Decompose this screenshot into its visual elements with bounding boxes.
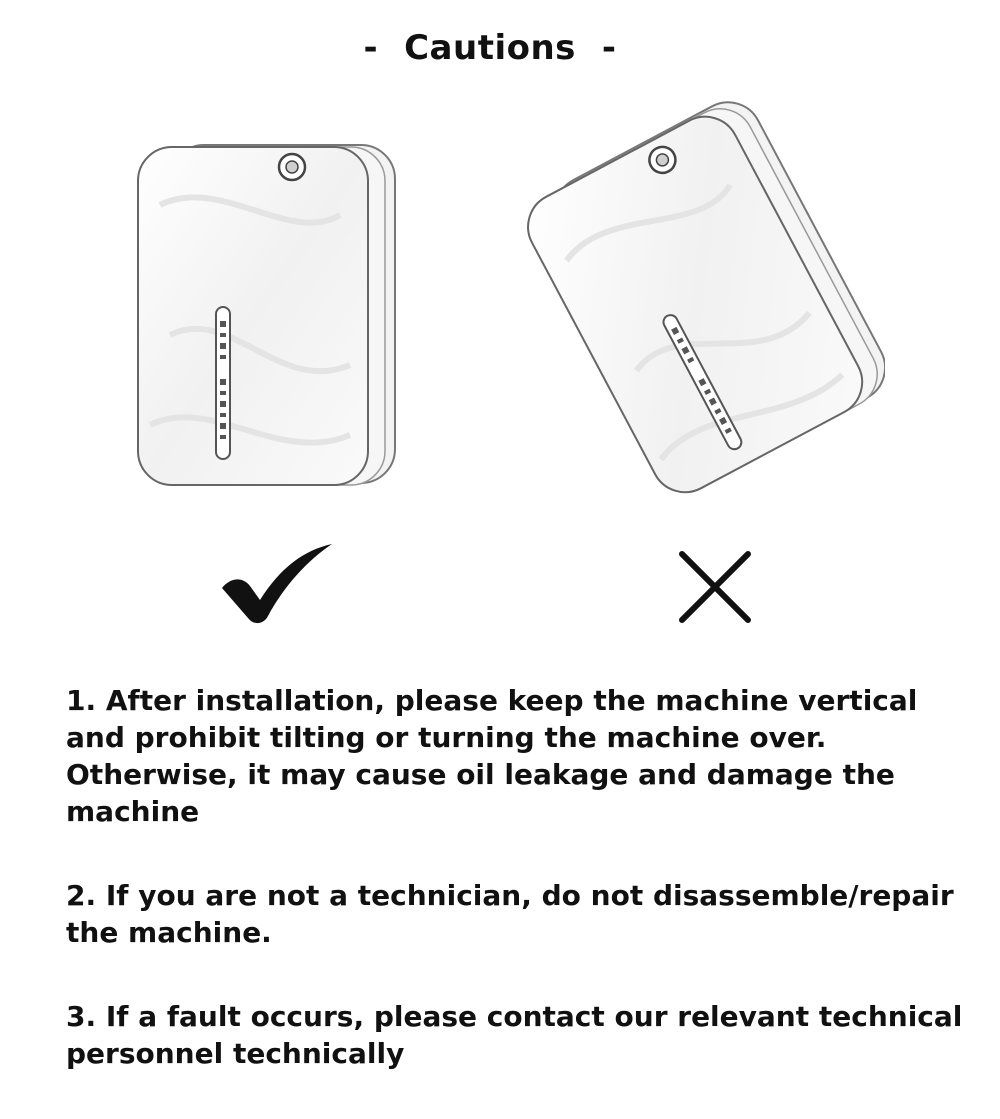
caution-item-1: 1. After installation, please keep the machine vertical and prohibit tilting or turning the machine over. Otherwise, it may cause oil leakage and damage the machine bbox=[66, 684, 918, 828]
title-dash-right: - bbox=[601, 28, 617, 68]
caution-item-3: 3. If a fault occurs, please contact our relevant technical personnel technically bbox=[66, 1000, 963, 1070]
device-upright-illustration bbox=[130, 135, 410, 495]
cautions-list bbox=[66, 682, 966, 1119]
caution-item-2: 2. If you are not a technician, do not disassemble/repair the machine. bbox=[66, 879, 954, 949]
title-dash-left: - bbox=[363, 28, 379, 68]
device-tilted-illustration bbox=[505, 100, 885, 500]
title-text: Cautions bbox=[404, 28, 576, 68]
check-icon bbox=[220, 542, 336, 630]
cross-icon bbox=[676, 548, 754, 630]
page-title bbox=[0, 28, 980, 68]
